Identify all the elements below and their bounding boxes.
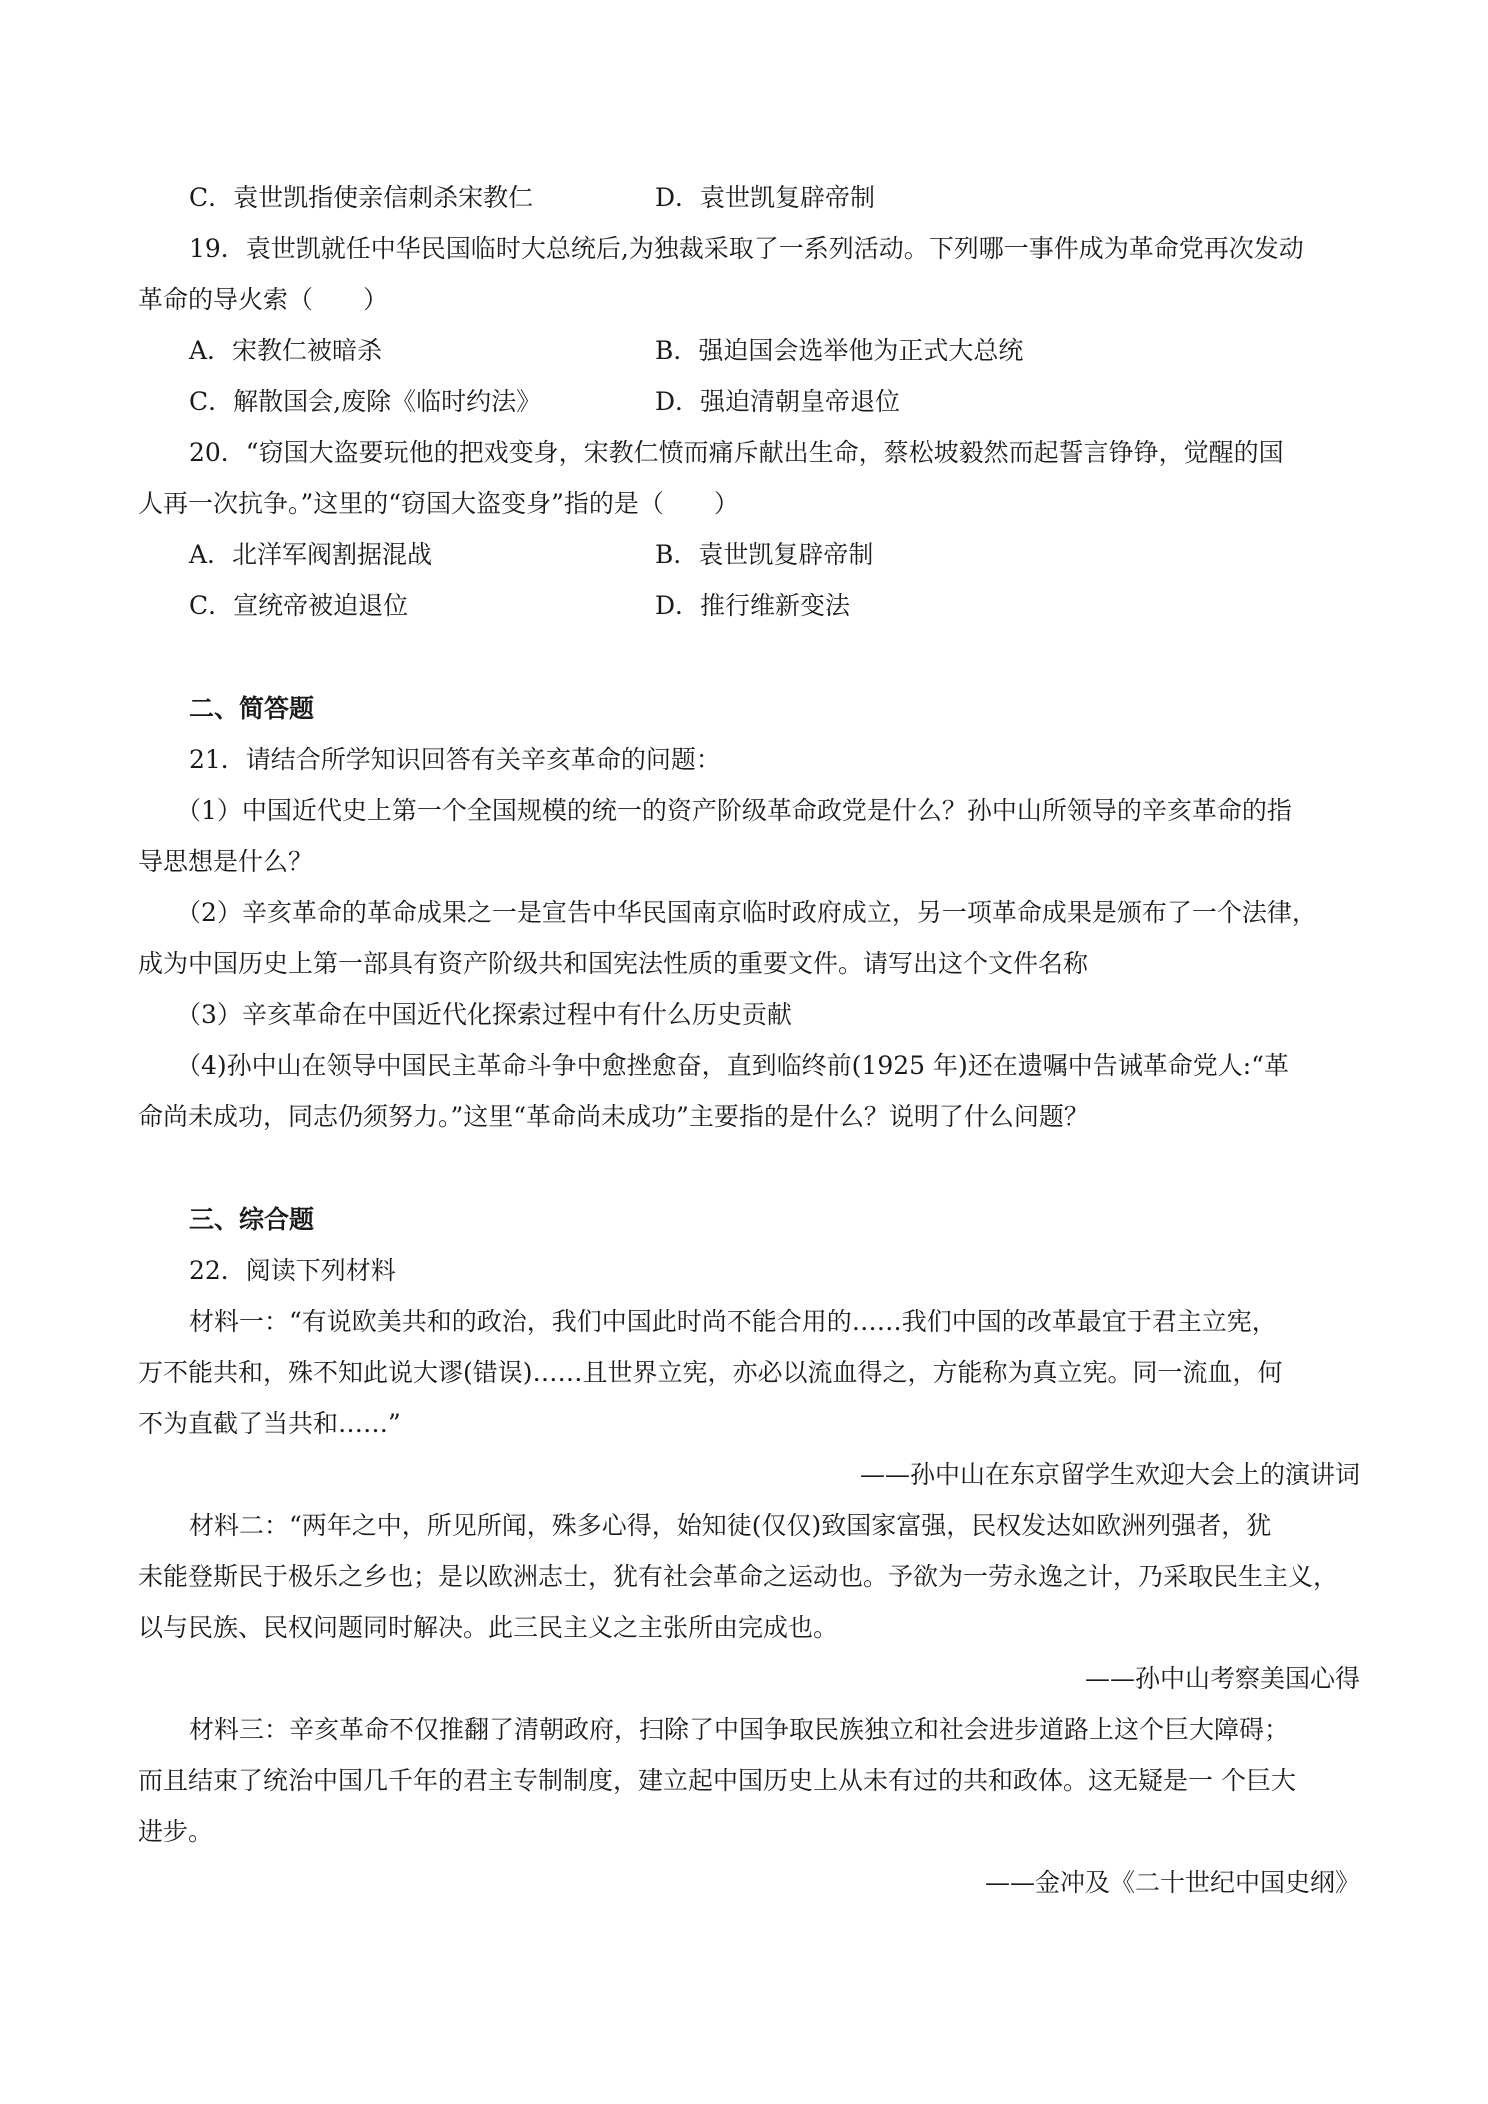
q21-stem: 21．请结合所学知识回答有关辛亥革命的问题： bbox=[189, 745, 721, 774]
q20-option-c: C．宣统帝被迫退位 bbox=[189, 591, 409, 620]
q22-stem: 22．阅读下列材料 bbox=[189, 1256, 396, 1285]
q21-part2-line1: （2）辛亥革命的革命成果之一是宣告中华民国南京临时政府成立，另一项革命成果是颁布了一个法律， bbox=[176, 898, 1317, 927]
q19-option-d: D．强迫清朝皇帝退位 bbox=[655, 387, 901, 416]
material2-line3: 以与民族、民权问题同时解决。此三民主义之主张所由完成也。 bbox=[138, 1613, 839, 1642]
material3-line2: 而且结束了统治中国几千年的君主专制制度，建立起中国历史上从未有过的共和政体。这无疑是一 个巨大 bbox=[138, 1766, 1296, 1795]
q21-part4-line1: （4)孙中山在领导中国民主革命斗争中愈挫愈奋，直到临终前(1925 年)还在遗嘱中告诫革命党人:“革 bbox=[176, 1051, 1289, 1080]
q18-option-d: D．袁世凯复辟帝制 bbox=[655, 183, 876, 212]
q19-option-a: A．宋教仁被暗杀 bbox=[189, 336, 383, 365]
q19-option-b: B．强迫国会选举他为正式大总统 bbox=[655, 336, 1024, 365]
q20-stem-line2: 人再一次抗争。”这里的“窃国大盗变身”指的是（ ） bbox=[138, 489, 739, 518]
q19-stem-line2: 革命的导火索（ ） bbox=[138, 285, 389, 314]
q19-stem-line1: 19．袁世凯就任中华民国临时大总统后,为独裁采取了一系列活动。下列哪一事件成为革命党再次发动 bbox=[189, 234, 1304, 263]
material2-source: ——孙中山考察美国心得 bbox=[1084, 1664, 1360, 1693]
q21-part1-line2: 导思想是什么？ bbox=[138, 847, 314, 876]
section-heading-short-answer: 二、简答题 bbox=[189, 694, 315, 723]
material2-line2: 未能登斯民于极乐之乡也；是以欧洲志士，犹有社会革命之运动也。予欲为一劳永逸之计，乃采取民生主义， bbox=[138, 1562, 1339, 1591]
q21-part4-line2: 命尚未成功，同志仍须努力。”这里“革命尚未成功”主要指的是什么？说明了什么问题？ bbox=[138, 1102, 1089, 1131]
material1-source: ——孙中山在东京留学生欢迎大会上的演讲词 bbox=[859, 1460, 1360, 1489]
q21-part2-line2: 成为中国历史上第一部具有资产阶级共和国宪法性质的重要文件。请写出这个文件名称 bbox=[138, 949, 1089, 978]
material1-line1: 材料一：“有说欧美共和的政治，我们中国此时尚不能合用的……我们中国的改革最宜于君主立宪， bbox=[189, 1307, 1277, 1336]
section-heading-comprehensive: 三、综合题 bbox=[189, 1205, 315, 1234]
q19-option-c: C．解散国会,废除《临时约法》 bbox=[189, 387, 542, 416]
material3-source: ——金冲及《二十世纪中国史纲》 bbox=[984, 1868, 1360, 1897]
q20-option-d: D．推行维新变法 bbox=[655, 591, 851, 620]
q20-option-b: B．袁世凯复辟帝制 bbox=[655, 540, 874, 569]
material1-line3: 不为直截了当共和……” bbox=[138, 1409, 401, 1438]
material3-line3: 进步。 bbox=[138, 1817, 214, 1846]
material2-line1: 材料二：“两年之中，所见所闻，殊多心得，始知徒(仅仅)致国家富强，民权发达如欧洲列强者，犹 bbox=[189, 1511, 1272, 1540]
q21-part3: （3）辛亥革命在中国近代化探索过程中有什么历史贡献 bbox=[176, 1000, 792, 1029]
material1-line2: 万不能共和，殊不知此说大谬(错误)……且世界立宪，亦必以流血得之，方能称为真立宪。同一流血，何 bbox=[138, 1358, 1283, 1387]
q20-stem-line1: 20．“窃国大盗要玩他的把戏变身，宋教仁愤而痛斥献出生命，蔡松坡毅然而起誓言铮铮，觉醒的国 bbox=[189, 438, 1284, 467]
q18-option-c: C．袁世凯指使亲信刺杀宋教仁 bbox=[189, 183, 534, 212]
q21-part1-line1: （1）中国近代史上第一个全国规模的统一的资产阶级革命政党是什么？孙中山所领导的辛亥革命的指 bbox=[176, 796, 1292, 825]
q20-option-a: A．北洋军阀割据混战 bbox=[189, 540, 433, 569]
material3-line1: 材料三：辛亥革命不仅推翻了清朝政府，扫除了中国争取民族独立和社会进步道路上这个巨大障碍； bbox=[189, 1715, 1290, 1744]
